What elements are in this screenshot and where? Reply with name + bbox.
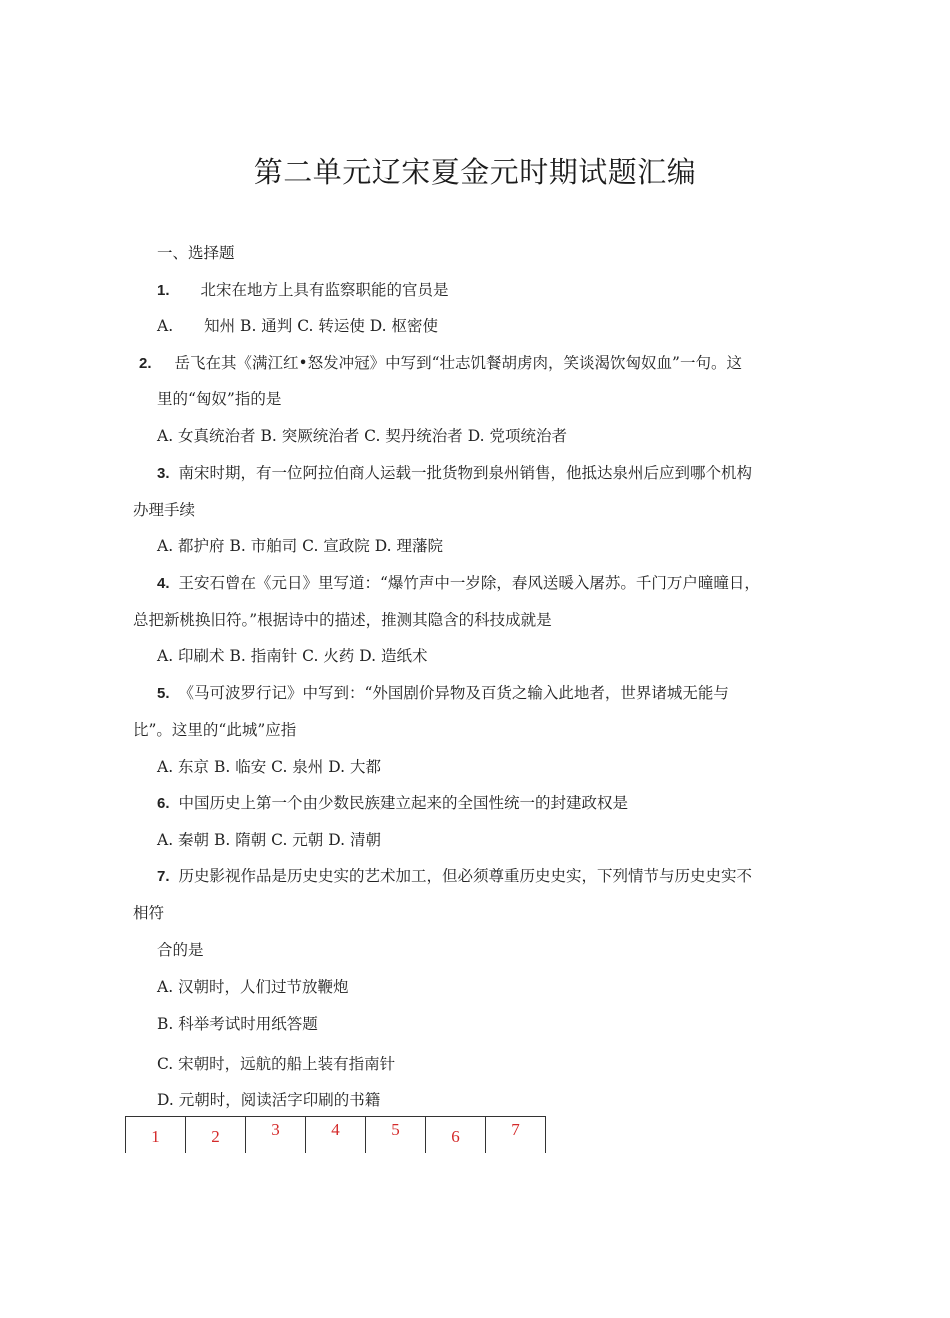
- answer-cell-2[interactable]: 2: [186, 1117, 246, 1154]
- question-text: 历史影视作品是历史史实的艺术加工，但必须尊重历史史实，下列情节与历史史实不: [178, 867, 752, 885]
- question-7-continued: 相符: [133, 904, 165, 922]
- question-text: 中国历史上第一个由少数民族建立起来的全国性统一的封建政权是: [178, 794, 628, 812]
- answer-cell-1[interactable]: 1: [126, 1117, 186, 1154]
- question-7-option-d: D. 元朝时，阅读活字印刷的书籍: [157, 1091, 381, 1109]
- question-2: [139, 353, 742, 374]
- question-2-options: A. 女真统治者 B. 突厥统治者 C. 契丹统治者 D. 党项统治者: [157, 427, 567, 445]
- question-3: [157, 463, 752, 484]
- question-7-option-c: C. 宋朝时，远航的船上装有指南针: [157, 1055, 396, 1073]
- question-5: [157, 683, 729, 704]
- question-6-options: A. 秦朝 B. 隋朝 C. 元朝 D. 清朝: [157, 831, 381, 849]
- question-3-options: A. 都护府 B. 市舶司 C. 宣政院 D. 理藩院: [157, 537, 443, 555]
- question-1: [157, 280, 448, 301]
- answer-cell-5[interactable]: 5: [366, 1117, 426, 1154]
- question-number: 3.: [157, 465, 170, 482]
- question-6: [157, 793, 628, 814]
- question-2-continued: 里的“匈奴”指的是: [157, 390, 282, 408]
- answer-table: [125, 1116, 546, 1153]
- question-text: 岳飞在其《满江红•怒发冲冠》中写到“壮志饥餐胡虏肉，笑谈渴饮匈奴血”一句。这: [174, 354, 742, 372]
- question-number: 5.: [157, 685, 170, 702]
- question-7-option-a: A. 汉朝时，人们过节放鞭炮: [157, 978, 349, 996]
- question-number: 7.: [157, 868, 170, 885]
- question-5-options: A. 东京 B. 临安 C. 泉州 D. 大都: [157, 758, 381, 776]
- answer-row: [126, 1117, 546, 1154]
- answer-cell-6[interactable]: 6: [426, 1117, 486, 1154]
- question-number: 2.: [139, 355, 152, 372]
- question-text: 南宋时期，有一位阿拉伯商人运载一批货物到泉州销售，他抵达泉州后应到哪个机构: [178, 464, 752, 482]
- question-7-option-b: B. 科举考试时用纸答题: [157, 1015, 318, 1033]
- question-5-continued: 比”。这里的“此城”应指: [133, 721, 297, 739]
- question-number: 4.: [157, 575, 170, 592]
- question-3-continued: 办理手续: [133, 501, 196, 519]
- section-heading: 一、选择题: [157, 244, 235, 262]
- answer-cell-7[interactable]: 7: [486, 1117, 546, 1154]
- question-text: 北宋在地方上具有监察职能的官员是: [200, 281, 449, 299]
- page-title: 第二单元辽宋夏金元时期试题汇编: [253, 155, 697, 189]
- question-number: 1.: [157, 282, 170, 299]
- question-text: 王安石曾在《元日》里写道：“爆竹声中一岁除，春风送暖入屠苏。千门万户曈曈日，: [178, 574, 760, 592]
- question-7: [157, 866, 752, 887]
- question-4: [157, 573, 760, 594]
- question-4-continued: 总把新桃换旧符。”根据诗中的描述，推测其隐含的科技成就是: [133, 611, 552, 629]
- question-4-options: A. 印刷术 B. 指南针 C. 火药 D. 造纸术: [157, 647, 428, 665]
- answer-cell-4[interactable]: 4: [306, 1117, 366, 1154]
- answer-cell-3[interactable]: 3: [246, 1117, 306, 1154]
- question-7-continued-2: 合的是: [157, 941, 204, 959]
- question-number: 6.: [157, 795, 170, 812]
- question-text: 《马可波罗行记》中写到：“外国剧价异物及百货之输入此地者，世界诸城无能与: [178, 684, 729, 702]
- question-1-options: A. 知州 B. 通判 C. 转运使 D. 枢密使: [157, 317, 439, 335]
